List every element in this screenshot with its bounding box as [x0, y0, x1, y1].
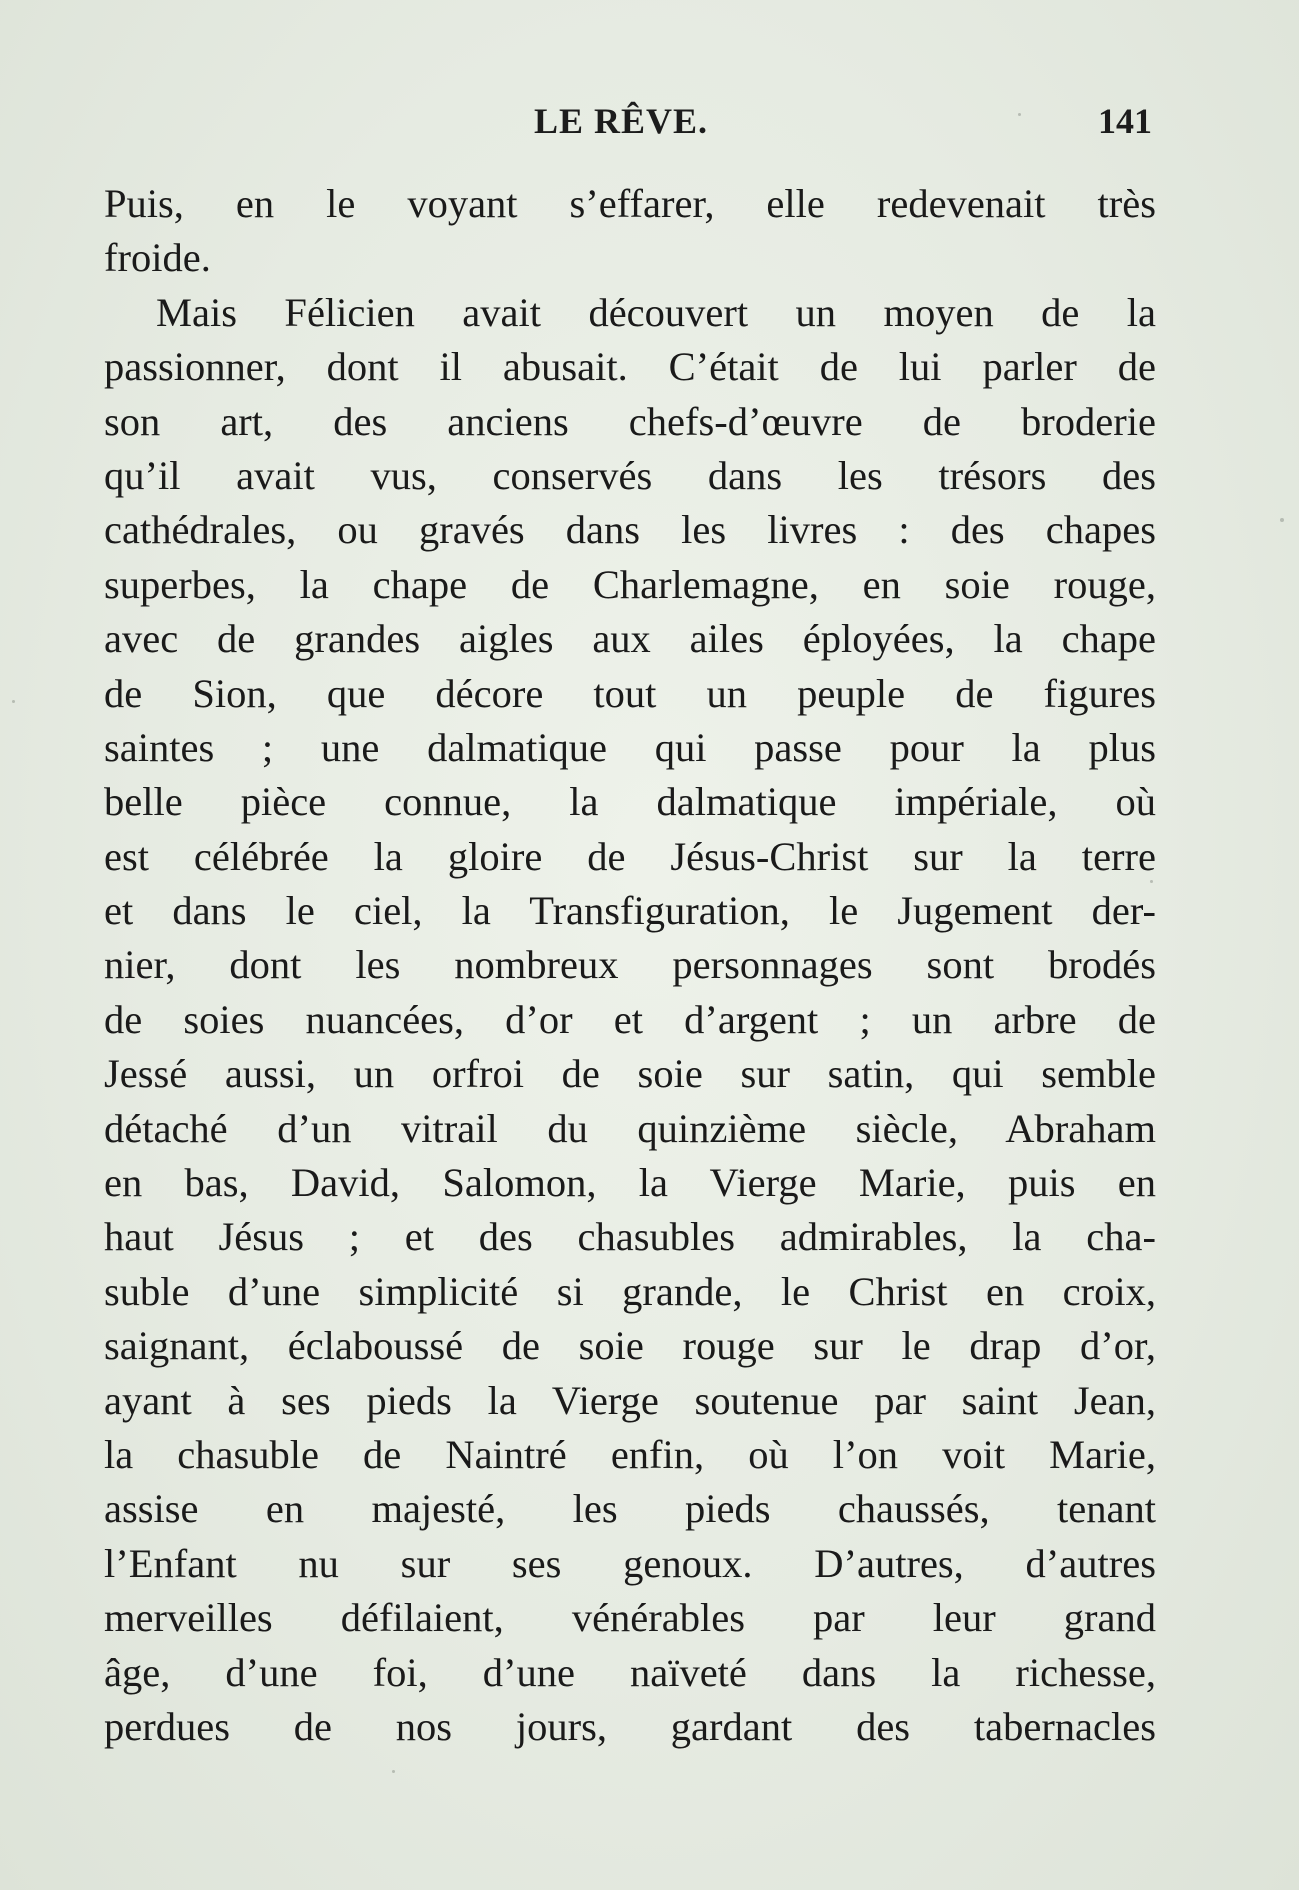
text-line: âge, d’une foi, d’une naïveté dans la richesse,: [104, 1649, 1156, 1695]
text-line: qu’il avait vus, conservés dans les trésors des: [104, 452, 1156, 498]
text-line: en bas, David, Salomon, la Vierge Marie, puis en: [104, 1160, 1156, 1206]
text-line: est célébrée la gloire de Jésus-Christ sur la terre: [104, 833, 1156, 879]
text-line: l’Enfant nu sur ses genoux. D’autres, d’autres: [104, 1540, 1156, 1586]
text-line: assise en majesté, les pieds chaussés, tenant: [104, 1486, 1156, 1532]
text-line: haut Jésus ; et des chasubles admirables, la cha-: [104, 1214, 1156, 1260]
text-line: superbes, la chape de Charlemagne, en soie rouge,: [104, 561, 1156, 607]
page-header: [102, 100, 1152, 146]
text-line: Puis, en le voyant s’effarer, elle redevenait très: [104, 181, 1156, 226]
paper-speck: [12, 700, 15, 703]
text-line: de soies nuancées, d’or et d’argent ; un arbre de: [104, 996, 1156, 1042]
paragraph: [104, 286, 1156, 1755]
text-line: merveilles défilaient, vénérables par leur grand: [104, 1595, 1156, 1641]
paper-speck: [1150, 880, 1153, 883]
text-line: son art, des anciens chefs-d’œuvre de broderie: [104, 398, 1156, 444]
text-line: saintes ; une dalmatique qui passe pour la plus: [104, 724, 1156, 770]
text-line: détaché d’un vitrail du quinzième siècle, Abraham: [104, 1105, 1156, 1151]
text-line: cathédrales, ou gravés dans les livres : des chapes: [104, 507, 1156, 553]
text-line: belle pièce connue, la dalmatique impériale, où: [104, 779, 1156, 825]
text-line: Mais Félicien avait découvert un moyen de la: [156, 289, 1156, 335]
text-line: nier, dont les nombreux personnages sont brodés: [104, 942, 1156, 988]
text-line: perdues de nos jours, gardant des tabernacles: [104, 1703, 1156, 1749]
text-line: suble d’une simplicité si grande, le Christ en croix,: [104, 1268, 1156, 1314]
paper-speck: [1018, 113, 1021, 116]
text-line: et dans le ciel, la Transfiguration, le Jugement der-: [104, 888, 1156, 934]
text-line: froide.: [104, 235, 211, 281]
paper-speck: [392, 1770, 395, 1773]
text-line: ayant à ses pieds la Vierge soutenue par saint Jean,: [104, 1377, 1156, 1423]
page-number: 141: [1098, 101, 1152, 141]
paragraph: [104, 177, 1156, 286]
text-line: saignant, éclaboussé de soie rouge sur le drap d’or,: [104, 1323, 1156, 1369]
text-line: Jessé aussi, un orfroi de soie sur satin, qui semble: [104, 1051, 1156, 1097]
running-title: LE RÊVE.: [534, 101, 709, 141]
text-line: la chasuble de Naintré enfin, où l’on voit Marie,: [104, 1431, 1156, 1477]
paper-speck: [1280, 518, 1284, 522]
text-line: de Sion, que décore tout un peuple de figures: [104, 670, 1156, 716]
text-line: passionner, dont il abusait. C’était de lui parler de: [104, 344, 1156, 390]
body-text: [104, 177, 1156, 1754]
text-line: avec de grandes aigles aux ailes éployées, la chape: [104, 616, 1156, 662]
